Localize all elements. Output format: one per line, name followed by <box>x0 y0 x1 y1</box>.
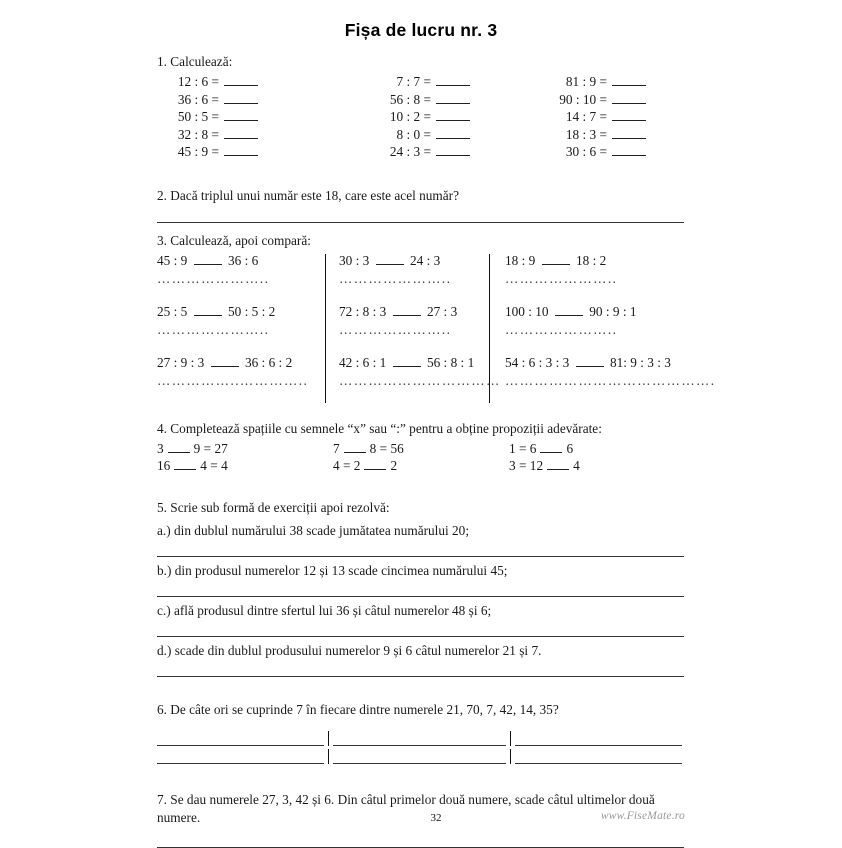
compare-expression <box>157 355 325 371</box>
answer-blank[interactable] <box>612 145 646 156</box>
compare-expression <box>339 355 489 371</box>
compare-right: 90 : 9 : 1 <box>589 303 637 319</box>
answer-blank[interactable] <box>436 145 470 156</box>
page-number: 32 <box>430 812 442 824</box>
compare-column <box>489 252 716 406</box>
calc-cell <box>509 128 685 141</box>
calc-expression: 18 : 3 = <box>565 126 607 142</box>
compare-left: 27 : 9 : 3 <box>157 354 205 370</box>
calc-row <box>157 75 685 93</box>
compare-expression <box>157 253 325 269</box>
compare-blank[interactable] <box>194 305 222 316</box>
calc-expression: 8 : 0 = <box>396 126 431 142</box>
answer-blank[interactable] <box>612 93 646 104</box>
sign-after: 2 <box>390 458 398 474</box>
compare-expression <box>339 304 489 320</box>
calc-cell <box>157 110 333 123</box>
column-divider <box>324 731 333 746</box>
sign-blank[interactable] <box>540 442 562 453</box>
answer-blank[interactable] <box>612 75 646 86</box>
compare-item <box>157 304 325 355</box>
calc-cell <box>509 145 685 158</box>
compare-blank[interactable] <box>555 305 583 316</box>
calc-expression: 81 : 9 = <box>565 73 607 89</box>
compare-left: 25 : 5 <box>157 303 188 319</box>
answer-rule[interactable] <box>157 222 684 223</box>
sign-cell <box>157 459 333 472</box>
compare-item <box>505 354 716 406</box>
dotted-answer-line[interactable]: ………………….. <box>157 270 270 286</box>
compare-right: 36 : 6 <box>227 252 259 268</box>
sign-blank[interactable] <box>168 442 190 453</box>
calc-cell <box>157 128 333 141</box>
compare-expression <box>505 355 685 371</box>
answer-rule[interactable] <box>157 636 684 637</box>
calc-row <box>157 145 685 163</box>
answer-blank[interactable] <box>333 749 506 764</box>
calc-expression: 12 : 6 = <box>177 73 219 89</box>
exercise-1-rows <box>157 75 685 163</box>
compare-item <box>339 304 489 355</box>
dotted-answer-line[interactable]: ………………….. <box>339 321 452 337</box>
calc-expression: 90 : 10 = <box>559 91 607 107</box>
sign-blank[interactable] <box>547 459 569 470</box>
dotted-answer-line[interactable]: ………………….. <box>157 321 270 337</box>
answer-rule[interactable] <box>157 596 684 597</box>
exercise-1 <box>157 53 685 163</box>
answer-blank[interactable] <box>436 75 470 86</box>
exercise-6-answer-grid <box>157 728 685 764</box>
worksheet-page <box>157 0 716 842</box>
exercise-4-rows <box>157 442 685 477</box>
compare-left: 100 : 10 <box>505 303 549 319</box>
exercise-5-item-b <box>157 562 685 597</box>
exercise-2-prompt: 2. Dacă triplul unui număr este 18, care este acel număr? <box>157 187 460 203</box>
sign-before: 7 <box>333 440 340 456</box>
compare-item <box>505 253 685 304</box>
compare-left: 42 : 6 : 1 <box>339 354 387 370</box>
compare-right: 27 : 3 <box>426 303 458 319</box>
calc-cell <box>333 75 509 88</box>
calc-expression: 56 : 8 = <box>389 91 431 107</box>
sign-after: 9 = 27 <box>193 440 228 456</box>
calc-cell <box>333 110 509 123</box>
blank-row <box>157 728 685 746</box>
compare-right: 50 : 5 : 2 <box>227 303 276 319</box>
answer-blank[interactable] <box>333 731 506 746</box>
compare-blank[interactable] <box>376 254 404 265</box>
answer-blank[interactable] <box>224 93 258 104</box>
sub-item-text: a.) din dublul numărului 38 scade jumătatea numărului 20; <box>157 522 470 538</box>
dotted-answer-line[interactable]: ………………….. <box>339 270 452 286</box>
compare-item <box>339 354 501 406</box>
compare-right: 24 : 3 <box>409 252 441 268</box>
page-footer <box>157 810 685 834</box>
calc-cell <box>333 128 509 141</box>
exercise-4-prompt: 4. Completează spațiile cu semnele “x” sau “:” pentru a obține propoziții adevărate: <box>157 420 602 436</box>
calc-expression: 10 : 2 = <box>389 109 431 125</box>
sign-after: 6 <box>566 440 574 456</box>
answer-blank[interactable] <box>224 145 258 156</box>
calc-expression: 24 : 3 = <box>389 144 431 160</box>
sign-before: 16 <box>157 458 171 474</box>
exercise-5-item-c <box>157 602 685 637</box>
column-divider <box>324 749 333 764</box>
exercise-1-prompt: 1. Calculează: <box>157 54 233 69</box>
compare-right: 56 : 8 : 1 <box>426 354 475 370</box>
compare-left: 18 : 9 <box>505 252 536 268</box>
sign-row <box>157 442 685 460</box>
dotted-answer-line[interactable]: …………………………… <box>339 372 501 388</box>
exercise-7-prompt: 7. Se dau numerele 27, 3, 42 și 6. Din câtul primelor două numere, scade câtul ultimelor două numere. <box>157 791 655 825</box>
exercise-5-item-d <box>157 642 685 677</box>
compare-item <box>157 355 325 406</box>
compare-left: 30 : 3 <box>339 252 370 268</box>
answer-blank[interactable] <box>436 128 470 139</box>
compare-blank[interactable] <box>542 254 570 265</box>
dotted-answer-line[interactable]: ………………….. <box>505 270 618 286</box>
exercise-5 <box>157 499 685 677</box>
calc-cell <box>333 145 509 158</box>
calc-expression: 32 : 8 = <box>177 126 219 142</box>
compare-item <box>157 253 325 304</box>
column-divider <box>506 749 515 764</box>
answer-blank[interactable] <box>612 128 646 139</box>
answer-blank[interactable] <box>436 93 470 104</box>
exercise-4 <box>157 420 685 477</box>
calc-row <box>157 128 685 146</box>
sign-blank[interactable] <box>364 459 386 470</box>
answer-blank[interactable] <box>224 128 258 139</box>
calc-row <box>157 93 685 111</box>
dotted-answer-line[interactable]: ……………………………………. <box>505 372 716 388</box>
calc-cell <box>157 145 333 158</box>
sign-cell <box>157 442 333 455</box>
exercise-5-prompt: 5. Scrie sub formă de exerciții apoi rezolvă: <box>157 499 390 515</box>
compare-right: 36 : 6 : 2 <box>244 354 293 370</box>
calc-cell <box>509 75 685 88</box>
sign-blank[interactable] <box>344 442 366 453</box>
calc-row <box>157 110 685 128</box>
compare-item <box>339 253 489 304</box>
sign-before: 3 = 12 <box>509 458 544 474</box>
sign-after: 4 = 4 <box>200 458 228 474</box>
answer-blank[interactable] <box>515 749 682 764</box>
sign-before: 3 <box>157 440 164 456</box>
sign-before: 4 = 2 <box>333 458 361 474</box>
exercise-5-item-a <box>157 522 685 557</box>
site-watermark: www.FiseMate.ro <box>600 810 685 822</box>
sub-item-text: c.) află produsul dintre sfertul lui 36 și câtul numerelor 48 și 6; <box>157 602 492 618</box>
calc-cell <box>157 93 333 106</box>
compare-column <box>325 252 501 406</box>
compare-grid <box>157 252 716 406</box>
calc-expression: 45 : 9 = <box>177 144 219 160</box>
answer-rule[interactable] <box>157 676 684 677</box>
exercise-6 <box>157 701 685 764</box>
compare-left: 45 : 9 <box>157 252 188 268</box>
sign-after: 8 = 56 <box>369 440 404 456</box>
answer-blank[interactable] <box>157 749 324 764</box>
compare-left: 54 : 6 : 3 : 3 <box>505 354 570 370</box>
compare-blank[interactable] <box>393 305 421 316</box>
calc-expression: 50 : 5 = <box>177 109 219 125</box>
compare-column <box>157 253 325 406</box>
calc-cell <box>157 75 333 88</box>
answer-blank[interactable] <box>157 731 324 746</box>
calc-cell <box>333 93 509 106</box>
dotted-answer-line[interactable]: ……………..………….. <box>157 372 309 388</box>
compare-blank[interactable] <box>393 356 421 367</box>
compare-expression <box>505 304 685 320</box>
calc-expression: 36 : 6 = <box>177 91 219 107</box>
answer-rule[interactable] <box>157 556 684 557</box>
sign-cell <box>509 442 685 455</box>
compare-blank[interactable] <box>211 356 239 367</box>
sub-item-text: b.) din produsul numerelor 12 și 13 scade cincimea numărului 45; <box>157 562 508 578</box>
answer-blank[interactable] <box>224 110 258 121</box>
page-title: Fișa de lucru nr. 3 <box>344 20 498 40</box>
answer-blank[interactable] <box>612 110 646 121</box>
sign-after: 4 <box>573 458 580 474</box>
compare-expression <box>157 304 325 320</box>
compare-blank[interactable] <box>576 356 604 367</box>
answer-blank[interactable] <box>515 731 682 746</box>
sub-item-text: d.) scade din dublul produsului numerelor 9 și 6 câtul numerelor 21 și 7. <box>157 642 542 658</box>
dotted-answer-line[interactable]: ………………….. <box>505 321 618 337</box>
compare-right: 18 : 2 <box>575 252 607 268</box>
exercise-3 <box>157 232 716 406</box>
sign-row <box>157 459 685 477</box>
compare-item <box>505 304 685 355</box>
compare-left: 72 : 8 : 3 <box>339 303 387 319</box>
compare-expression <box>339 253 489 269</box>
exercise-6-prompt: 6. De câte ori se cuprinde 7 în fiecare dintre numerele 21, 70, 7, 42, 14, 35? <box>157 701 559 717</box>
compare-expression <box>505 253 685 269</box>
sign-before: 1 = 6 <box>509 440 537 456</box>
compare-blank[interactable] <box>194 254 222 265</box>
column-divider <box>506 731 515 746</box>
answer-blank[interactable] <box>224 75 258 86</box>
sign-cell <box>333 442 509 455</box>
calc-expression: 7 : 7 = <box>396 73 431 89</box>
calc-cell <box>509 93 685 106</box>
exercise-2 <box>157 187 685 223</box>
blank-row <box>157 746 685 764</box>
compare-right: 81: 9 : 3 : 3 <box>609 354 671 370</box>
answer-blank[interactable] <box>436 110 470 121</box>
sign-cell <box>333 459 509 472</box>
exercise-3-prompt: 3. Calculează, apoi compară: <box>157 232 311 248</box>
sign-blank[interactable] <box>174 459 196 470</box>
calc-cell <box>509 110 685 123</box>
sign-cell <box>509 459 685 472</box>
calc-expression: 14 : 7 = <box>565 109 607 125</box>
calc-expression: 30 : 6 = <box>565 144 607 160</box>
